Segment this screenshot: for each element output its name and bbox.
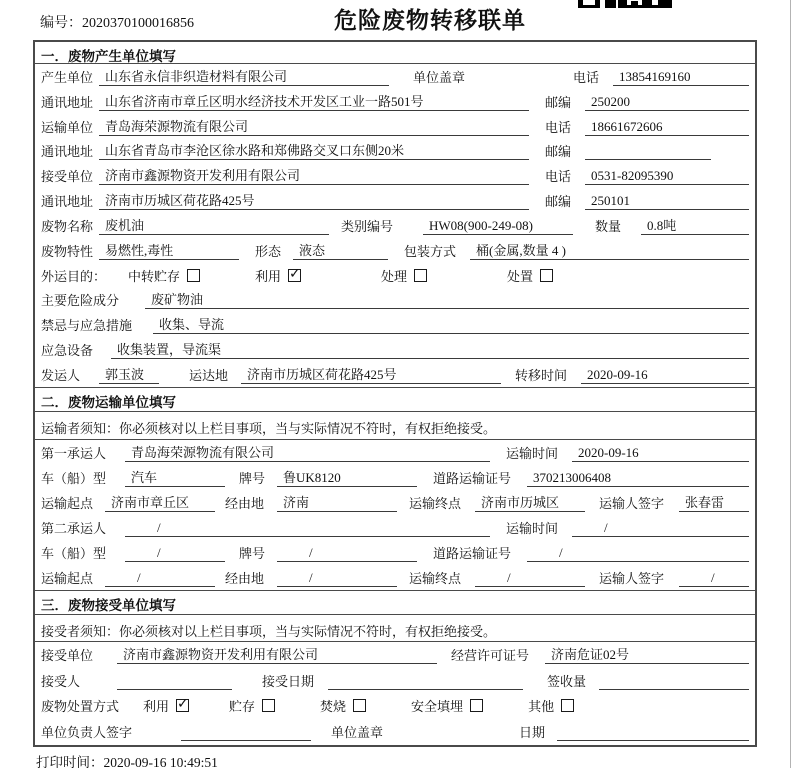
end1-label: 运输终点 — [409, 495, 462, 511]
serial-value: 2020370100016856 — [82, 16, 194, 31]
waste-character-row — [35, 238, 755, 263]
hazard-value: 废矿物油 — [145, 289, 749, 309]
acceptor-row — [35, 667, 755, 693]
print-time-value: 2020-09-16 10:49:51 — [103, 755, 218, 768]
taboo-measures-row — [35, 312, 755, 337]
plate1-value: 鲁UK8120 — [277, 467, 417, 487]
phone-value-2: 18661672606 — [585, 119, 749, 136]
carrier2-label: 第二承运人 — [41, 520, 107, 536]
received-qty-value — [599, 674, 749, 690]
end1-value: 济南市历城区 — [475, 492, 585, 512]
character-label: 废物特性 — [41, 243, 94, 259]
sign1-value: 张春雷 — [679, 492, 749, 512]
receiver-row — [35, 163, 755, 188]
vehicle1-row — [35, 465, 755, 490]
phone-value-1: 13854169160 — [613, 69, 749, 86]
qr-block — [631, 1, 638, 5]
checkbox-dispose — [540, 269, 553, 282]
route2-row — [35, 565, 755, 590]
qr-block — [578, 0, 600, 8]
vehicle1-value: 汽车 — [125, 467, 225, 487]
form-label: 形态 — [255, 243, 282, 259]
taboo-value: 收集、导流 — [153, 314, 749, 334]
plate2-value: / — [277, 545, 417, 562]
waste-name-value: 废机油 — [99, 215, 329, 235]
carrier1-value: 青岛海荣源物流有限公司 — [125, 442, 490, 462]
shipper-value: 郭玉波 — [99, 364, 159, 384]
section-1-header: 一．废物产生单位填写 — [35, 42, 755, 64]
producer-address-row — [35, 89, 755, 114]
waste-name-label: 废物名称 — [41, 218, 94, 234]
equipment-label: 应急设备 — [41, 343, 94, 359]
origin1-value: 济南市章丘区 — [105, 492, 215, 512]
transport-time1-value: 2020-09-16 — [572, 445, 749, 462]
plate2-label: 牌号 — [239, 545, 266, 561]
purpose-label: 外运目的： — [41, 268, 107, 284]
address-value-3: 济南市历城区荷花路425号 — [99, 190, 529, 210]
option-label: 处理 — [381, 268, 408, 284]
address-label-2: 通讯地址 — [41, 144, 94, 160]
qr-code-icon — [578, 0, 672, 8]
road-license2-value: / — [527, 545, 749, 562]
option-label: 利用 — [143, 699, 170, 715]
carrier2-value: / — [125, 520, 490, 537]
end2-label: 运输终点 — [409, 570, 462, 586]
producer-main — [99, 66, 573, 86]
origin1-label: 运输起点 — [41, 495, 94, 511]
permit-label: 经营许可证号 — [451, 648, 530, 664]
carrier1-label: 第一承运人 — [41, 445, 107, 461]
purpose-option-dispose — [507, 266, 553, 285]
qr-block — [658, 0, 672, 5]
option-label: 焚烧 — [320, 699, 347, 715]
phone-label-2: 电话 — [545, 119, 572, 135]
qr-block — [605, 0, 616, 8]
equipment-value: 收集装置，导流渠 — [111, 339, 749, 359]
zip-value-1: 250200 — [585, 94, 749, 111]
receiver-notice: 接受者须知：你必须核对以上栏目事项，当与实际情况不符时，有权拒绝接受。 — [35, 615, 755, 642]
accept-unit-row — [35, 642, 755, 668]
qr-block — [618, 5, 672, 8]
accept-date-label: 接受日期 — [262, 673, 315, 689]
checkbox-landfill — [470, 699, 483, 712]
zip-label-3: 邮编 — [545, 194, 572, 210]
zip-label-2: 邮编 — [545, 144, 572, 160]
emergency-equipment-row — [35, 337, 755, 362]
head-sign-value — [181, 725, 311, 741]
phone-label-3: 电话 — [545, 169, 572, 185]
category-label: 类别编号 — [341, 218, 394, 234]
print-time — [36, 751, 218, 768]
origin2-value: / — [105, 570, 215, 587]
option-label: 中转贮存 — [128, 268, 181, 284]
second-carrier-row — [35, 515, 755, 540]
category-value: HW08(900-249-08) — [423, 218, 573, 235]
section-3 — [35, 590, 755, 744]
zip-label-1: 邮编 — [545, 94, 572, 110]
option-label: 贮存 — [229, 699, 256, 715]
via1-label: 经由地 — [225, 495, 265, 511]
option-label: 安全填埋 — [411, 699, 464, 715]
address-label-3: 通讯地址 — [41, 194, 94, 210]
disposal-option-utilize — [143, 696, 189, 715]
sign2-label: 运输人签字 — [599, 570, 665, 586]
vehicle2-row — [35, 540, 755, 565]
permit-value: 济南危证02号 — [545, 644, 749, 664]
route1-row — [35, 490, 755, 515]
receiver-label: 接受单位 — [41, 169, 94, 185]
via1-value: 济南 — [277, 492, 397, 512]
waste-name-row — [35, 213, 755, 238]
quantity-label: 数量 — [595, 218, 622, 234]
plate1-label: 牌号 — [239, 470, 266, 486]
transporter-label: 运输单位 — [41, 119, 94, 135]
vehicle2-value: / — [125, 545, 225, 562]
acceptor-value — [117, 674, 232, 690]
shipper-label: 发运人 — [41, 367, 81, 383]
print-time-label: 打印时间： — [36, 755, 104, 768]
section-2 — [35, 387, 755, 590]
shipper-row — [35, 362, 755, 387]
road-license2-label: 道路运输证号 — [433, 545, 512, 561]
transporter-address-row — [35, 139, 755, 164]
vehicle1-label: 车（船）型 — [41, 470, 107, 486]
section-3-header: 三．废物接受单位填写 — [35, 590, 755, 615]
first-carrier-row — [35, 440, 755, 465]
phone-label-1: 电话 — [573, 69, 600, 85]
vehicle2-label: 车（船）型 — [41, 545, 107, 561]
checkbox-utilize — [288, 269, 301, 282]
transporter-row — [35, 114, 755, 139]
manifest-form-table — [33, 40, 757, 747]
disposal-option-other — [528, 696, 574, 715]
head-sign-row — [35, 718, 755, 744]
disposal-method-row — [35, 693, 755, 719]
receiver-address-row — [35, 188, 755, 213]
qr-block — [642, 0, 652, 5]
transfer-time-value: 2020-09-16 — [581, 367, 749, 384]
checkbox-other — [561, 699, 574, 712]
qr-block — [618, 0, 627, 5]
serial-label: 编号： — [40, 16, 82, 31]
transport-time2-value: / — [572, 520, 749, 537]
acceptor-label: 接受人 — [41, 673, 81, 689]
checkbox-incinerate — [353, 699, 366, 712]
page-title: 危险废物转移联单 — [334, 7, 526, 33]
option-label: 处置 — [507, 268, 534, 284]
checkbox-treat — [414, 269, 427, 282]
quantity-value: 0.8吨 — [641, 215, 749, 235]
purpose-row — [35, 263, 755, 288]
accept-unit-label: 接受单位 — [41, 648, 94, 664]
disposal-label: 废物处置方式 — [41, 699, 120, 715]
phone-value-3: 0531-82095390 — [585, 168, 749, 185]
unit-seal-label-2: 单位盖章 — [331, 724, 384, 740]
taboo-label: 禁忌与应急措施 — [41, 318, 133, 334]
receiver-value: 济南市鑫源物资开发利用有限公司 — [99, 165, 529, 185]
checkbox-store — [262, 699, 275, 712]
address-label-1: 通讯地址 — [41, 94, 94, 110]
road-license1-label: 道路运输证号 — [433, 470, 512, 486]
disposal-option-store — [229, 696, 275, 715]
transport-time2-label: 运输时间 — [506, 520, 559, 536]
hazard-label: 主要危险成分 — [41, 293, 120, 309]
producer-label: 产生单位 — [41, 69, 94, 85]
disposal-option-incinerate — [320, 696, 366, 715]
pack-label: 包装方式 — [404, 243, 457, 259]
sign2-value: / — [679, 570, 749, 587]
address-value-1: 山东省济南市章丘区明水经济技术开发区工业一路501号 — [99, 91, 529, 111]
form-value: 液态 — [293, 240, 388, 260]
purpose-option-treat — [381, 266, 427, 285]
road-license1-value: 370213006408 — [527, 470, 749, 487]
received-qty-label: 签收量 — [547, 673, 587, 689]
via2-value: / — [277, 570, 397, 587]
zip-value-2 — [585, 144, 711, 160]
transporter-notice: 运输者须知：你必须核对以上栏目事项，当与实际情况不符时，有权拒绝接受。 — [35, 412, 755, 440]
disposal-option-landfill — [411, 696, 483, 715]
transporter-value: 青岛海荣源物流有限公司 — [99, 116, 529, 136]
transport-time1-label: 运输时间 — [506, 445, 559, 461]
accept-date-value — [328, 674, 523, 690]
purpose-option-transfer-storage — [128, 266, 200, 285]
character-value: 易燃性,毒性 — [99, 240, 239, 260]
via2-label: 经由地 — [225, 570, 265, 586]
checkbox-transfer-storage — [187, 269, 200, 282]
date-value — [557, 725, 749, 741]
sign1-label: 运输人签字 — [599, 495, 665, 511]
accept-unit-value: 济南市鑫源物资开发利用有限公司 — [117, 644, 437, 664]
destination-label: 运达地 — [189, 367, 229, 383]
end2-value: / — [475, 570, 585, 587]
zip-value-3: 250101 — [585, 193, 749, 210]
transfer-time-label: 转移时间 — [515, 367, 568, 383]
date-label: 日期 — [519, 724, 546, 740]
address-value-2: 山东省青岛市李沧区徐水路和郑佛路交叉口东侧20米 — [99, 140, 529, 160]
option-label: 利用 — [255, 268, 282, 284]
pack-value: 桶(金属,数量 4 ) — [470, 240, 749, 260]
serial-number — [40, 12, 194, 32]
page-edge-line — [790, 0, 791, 768]
purpose-option-utilize — [255, 266, 301, 285]
unit-seal-label: 单位盖章 — [413, 69, 466, 85]
destination-value: 济南市历城区荷花路425号 — [241, 364, 501, 384]
option-label: 其他 — [528, 699, 555, 715]
head-sign-label: 单位负责人签字 — [41, 724, 133, 740]
producer-row — [35, 64, 755, 89]
producer-value: 山东省永信非织造材料有限公司 — [99, 66, 389, 86]
origin2-label: 运输起点 — [41, 570, 94, 586]
hazard-component-row — [35, 288, 755, 313]
section-2-header: 二．废物运输单位填写 — [35, 387, 755, 412]
checkbox-utilize-2 — [176, 699, 189, 712]
